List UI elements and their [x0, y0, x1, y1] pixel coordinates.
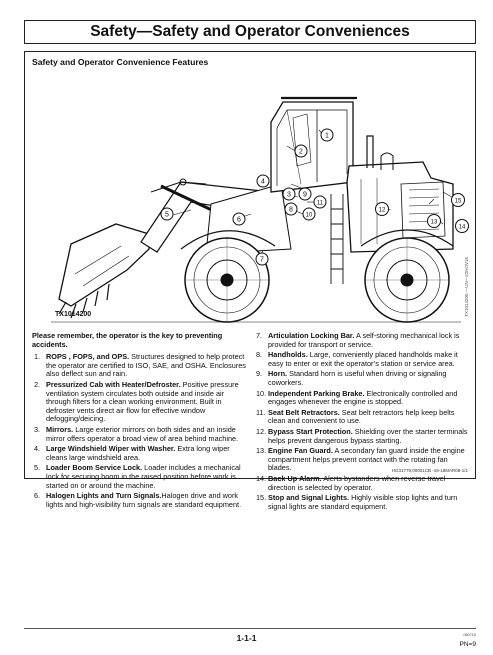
item-lead: Pressurized Cab with Heater/Defroster. [46, 379, 181, 389]
item-lead: Halogen Lights and Turn Signals. [46, 491, 162, 501]
svg-text:3: 3 [287, 191, 291, 199]
callout-14 [456, 220, 469, 233]
item-text: Extra long wiper cleans large windshield area. [46, 444, 230, 462]
callout-13 [428, 215, 441, 228]
feature-item-5 [32, 464, 247, 490]
item-lead: Large Windshield Wiper with Washer. [46, 444, 176, 454]
item-lead: Mirrors. [46, 424, 74, 434]
item-number: 14. [256, 473, 267, 483]
svg-text:1: 1 [325, 132, 329, 140]
callout-4 [257, 175, 269, 187]
svg-text:6: 6 [237, 216, 241, 224]
page-number: 1-1-1 [236, 633, 257, 643]
item-text: Electronically controlled and engages whenever the engine is stopped. [268, 388, 458, 407]
item-lead: Articulation Locking Bar. [268, 331, 355, 340]
callout-9 [299, 188, 311, 200]
section-title: Safety and Operator Convenience Features [32, 57, 209, 67]
item-number: 5. [34, 463, 41, 473]
item-lead: Independent Parking Brake. [268, 388, 365, 398]
item-lead: Seat Belt Retractors. [268, 407, 340, 417]
item-text: Seat belt retractors help keep belts clean and convenient to use. [268, 407, 455, 426]
feature-item-11 [254, 409, 469, 426]
item-text: Large exterior mirrors on both sides and an inside mirror offers operator a broad view of area behind machine. [46, 424, 239, 443]
item-number: 1. [34, 352, 41, 362]
item-text: Halogen drive and work lights and high-visibility turn signals are standard equipment. [46, 491, 242, 509]
svg-text:12: 12 [378, 207, 386, 214]
svg-text:8: 8 [289, 206, 293, 214]
callout-2 [295, 145, 307, 157]
item-text: A self-storing mechanical lock is provided for transport or service. [268, 331, 460, 349]
feature-item-10 [254, 390, 469, 407]
features-box [24, 51, 476, 511]
svg-text:2: 2 [299, 148, 303, 156]
callout-5 [161, 208, 173, 220]
svg-text:5: 5 [165, 211, 169, 219]
document-code: HG31779,00001CB -19-18MAR08-1/1 [391, 468, 468, 473]
callout-10 [303, 208, 315, 220]
feature-item-4 [32, 445, 247, 462]
feature-item-3 [32, 426, 247, 443]
item-text: Structures designed to help protect the operator are certified to ISO, SAE, and OSHA. Enclosures also deflect sun and rain. [46, 352, 246, 379]
feature-item-15 [254, 494, 469, 511]
feature-item-7 [254, 332, 469, 349]
feature-item-6 [32, 492, 247, 509]
feature-item-14 [254, 475, 469, 492]
figure-vertical-code: TX1014200 —UN—22NOV16 [464, 257, 469, 317]
item-text: Loader includes a mechanical lock for securing boom in the raised position before work is started on or around the machine. [46, 463, 241, 490]
item-lead: ROPS , FOPS, and OPS. [46, 352, 130, 362]
page-title: Safety—Safety and Operator Conveniences [24, 20, 476, 44]
item-text: Highly visible stop lights and turn signal lights are standard equipment. [268, 493, 458, 511]
item-lead: Engine Fan Guard. [268, 446, 333, 456]
callout-1 [321, 129, 333, 141]
item-text: Positive pressure ventilation system circulates both outside and inside air through filters for a clean working environment. Built in defroster vents direct air flow for effective window defogging/deicing. [46, 379, 239, 424]
item-lead: Loader Boom Service Lock. [46, 463, 143, 473]
item-number: 9. [256, 369, 263, 379]
item-number: 3. [34, 424, 41, 434]
callout-3 [283, 188, 295, 200]
svg-text:15: 15 [454, 198, 462, 205]
item-lead: Handholds. [268, 350, 308, 360]
callout-7 [256, 253, 268, 265]
item-lead: Back Up Alarm. [268, 473, 322, 483]
callout-12 [376, 203, 389, 216]
item-number: 13. [256, 446, 267, 456]
svg-text:10: 10 [305, 212, 313, 219]
item-text: Shielding over the starter terminals helps prevent dangerous bypass starting. [268, 426, 468, 445]
feature-item-12 [254, 428, 469, 445]
feature-item-9 [254, 370, 469, 387]
item-number: 7. [256, 331, 263, 340]
callout-11 [314, 196, 326, 208]
item-lead: Horn. [268, 369, 288, 379]
callout-8 [285, 203, 297, 215]
item-number: 6. [34, 491, 41, 501]
svg-text:4: 4 [261, 178, 265, 186]
feature-list-left [32, 332, 247, 511]
intro-text: Please remember, the operator is the key to preventing accidents. [32, 331, 223, 349]
callout-6 [233, 213, 245, 225]
item-number: 15. [256, 493, 267, 503]
svg-text:9: 9 [303, 191, 307, 199]
svg-text:13: 13 [430, 219, 438, 226]
svg-text:11: 11 [316, 200, 324, 207]
feature-item-8 [254, 351, 469, 368]
feature-item-1 [32, 353, 247, 379]
pn-label: PN=9 [459, 641, 476, 648]
item-number: 11. [256, 407, 266, 417]
item-number: 8. [256, 350, 263, 360]
item-text: Alerts bystanders when reverse travel direction is selected by operator. [268, 473, 446, 492]
item-lead: Bypass Start Protection. [268, 426, 353, 436]
feature-item-2 [32, 381, 247, 424]
item-number: 10. [256, 388, 267, 398]
item-number: 2. [34, 379, 41, 389]
item-text: Large, conveniently placed handholds make it easy to enter or exit the operator’s station or service area. [268, 350, 458, 368]
item-lead: Stop and Signal Lights. [268, 493, 350, 503]
wheel-loader-illustration [31, 74, 471, 329]
item-text: Standard horn is useful when driving or signaling coworkers. [268, 369, 447, 387]
svg-text:14: 14 [458, 224, 466, 231]
item-number: 12. [256, 426, 267, 436]
callout-15 [452, 194, 465, 207]
item-number: 4. [34, 444, 41, 454]
figure-id: TX1014200 [55, 311, 92, 318]
feature-list-right [254, 332, 469, 513]
page-date-code: 060715 [463, 633, 476, 637]
item-text: A secondary fan guard inside the engine compartment helps prevent contact with the rotating fan blades. [268, 446, 465, 473]
svg-text:7: 7 [260, 256, 264, 264]
footer-divider [24, 628, 476, 629]
